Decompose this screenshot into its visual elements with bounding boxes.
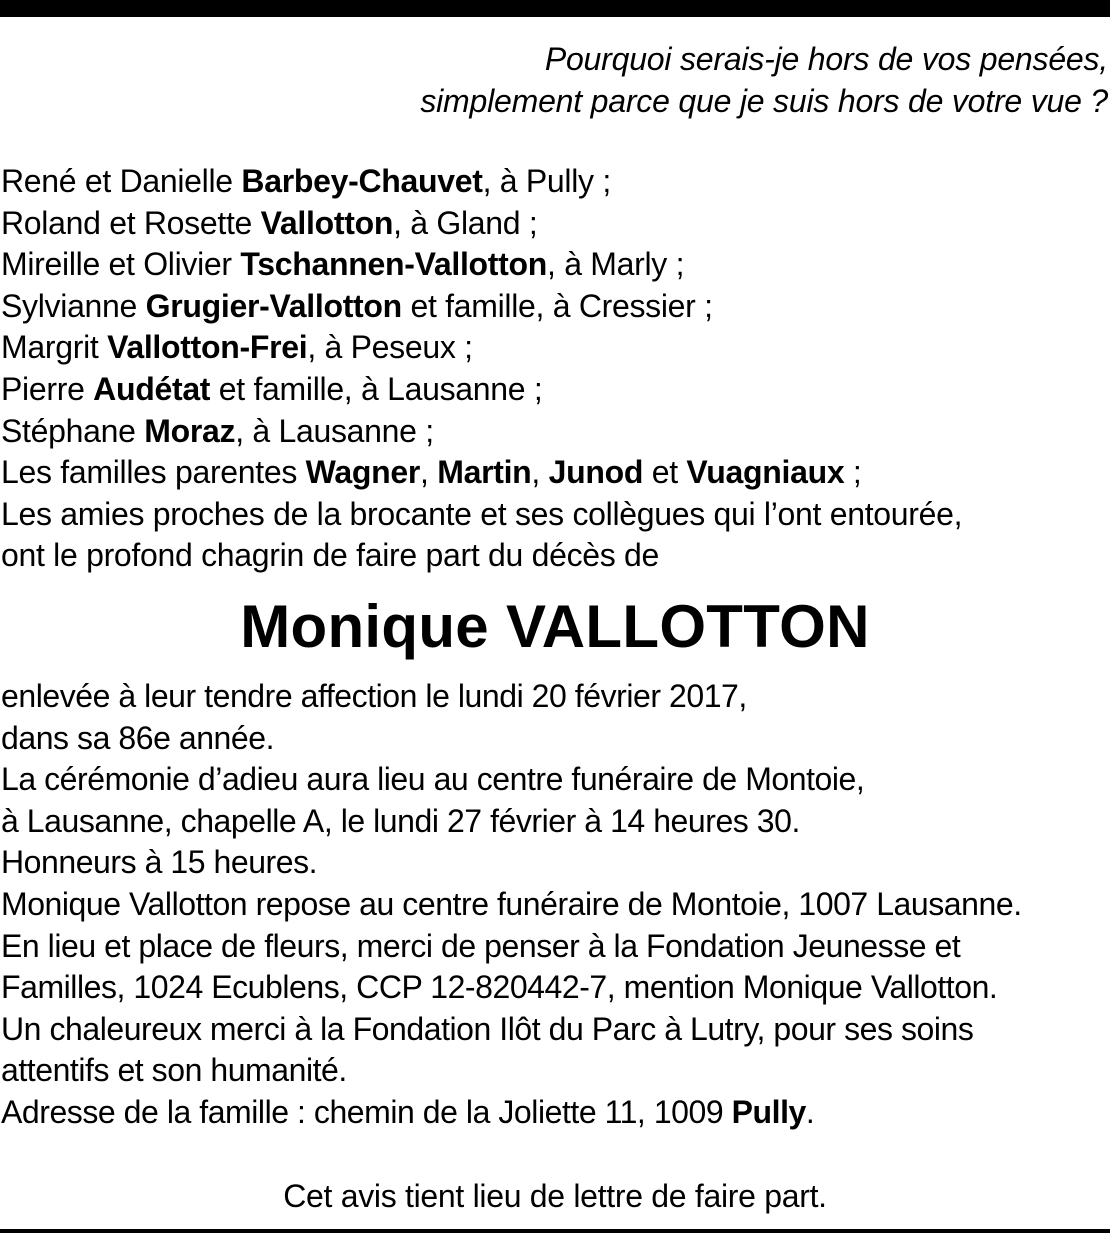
family-line — [1, 411, 962, 453]
quote-line: simplement parce que je suis hors de votre vue ? — [420, 83, 1108, 119]
family-surname: Vuagniaux — [686, 454, 845, 491]
family-line — [1, 203, 962, 245]
text-segment: Les amies proches de la brocante et ses collègues qui l’ont entourée, — [1, 495, 963, 532]
text-segment: ont le profond chagrin de faire part du décès de — [1, 537, 660, 574]
family-surname: Moraz — [144, 412, 236, 449]
family-list — [1, 161, 962, 577]
family-surname: Wagner — [305, 454, 421, 491]
deceased-name: Monique VALLOTTON — [240, 593, 870, 660]
family-line — [1, 535, 962, 577]
epigraph-quote — [420, 38, 1108, 122]
closing-note: Cet avis tient lieu de lettre de faire part. — [283, 1178, 827, 1214]
family-surname: Vallotton — [260, 204, 394, 241]
text-segment: , à Lausanne ; — [235, 412, 434, 449]
family-line — [1, 327, 962, 369]
text-segment: Pierre — [1, 370, 94, 407]
text-segment: René et Danielle — [1, 163, 242, 199]
family-line — [1, 369, 962, 411]
text-segment: Stéphane — [1, 412, 145, 449]
detail-line: Honneurs à 15 heures. — [1, 844, 318, 881]
family-line — [1, 244, 962, 286]
detail-line: attentifs et son humanité. — [1, 1052, 347, 1089]
address-town: Pully — [731, 1093, 806, 1130]
text-segment: Roland et Rosette — [1, 204, 261, 241]
announcement-details — [1, 676, 1022, 1134]
text-segment: , à Gland ; — [393, 204, 538, 241]
text-segment: ; — [844, 454, 862, 491]
family-line — [1, 452, 962, 494]
family-surname: Tschannen-Vallotton — [240, 246, 548, 283]
family-address-line — [1, 1092, 1022, 1134]
detail-line: En lieu et place de fleurs, merci de penser à la Fondation Jeunesse et — [1, 927, 961, 964]
text-segment: , à Marly ; — [547, 246, 685, 283]
text-segment: Mireille et Olivier — [1, 246, 241, 283]
family-line — [1, 494, 962, 536]
text-segment: , à Peseux ; — [307, 329, 473, 366]
family-surname: Grugier-Vallotton — [145, 287, 402, 324]
family-surname: Barbey-Chauvet — [241, 163, 483, 199]
bottom-rule — [0, 1229, 1110, 1233]
detail-line: Familles, 1024 Ecublens, CCP 12-820442-7, mention Monique Vallotton. — [1, 969, 998, 1006]
detail-line: enlevée à leur tendre affection le lundi 20 février 2017, — [1, 678, 747, 714]
text-segment: , — [531, 454, 549, 491]
text-segment: Margrit — [1, 329, 108, 366]
text-segment: , — [420, 454, 438, 491]
family-surname: Vallotton-Frei — [107, 329, 308, 366]
detail-line: dans sa 86e année. — [1, 719, 275, 756]
text-segment: , à Pully ; — [482, 163, 611, 199]
family-surname: Audétat — [93, 370, 211, 407]
text-segment: Sylvianne — [1, 287, 146, 324]
family-surname: Martin — [437, 454, 532, 491]
text-segment: et famille, à Lausanne ; — [210, 370, 543, 407]
quote-line: Pourquoi serais-je hors de vos pensées, — [544, 41, 1108, 77]
text-segment: et — [643, 454, 687, 491]
family-surname: Junod — [548, 454, 644, 491]
detail-line: à Lausanne, chapelle A, le lundi 27 février à 14 heures 30. — [1, 802, 800, 839]
top-rule — [0, 0, 1110, 17]
detail-line: Un chaleureux merci à la Fondation Ilôt du Parc à Lutry, pour ses soins — [1, 1010, 974, 1047]
text-segment: et famille, à Cressier ; — [401, 287, 713, 324]
text-segment: . — [805, 1093, 815, 1130]
detail-line: La cérémonie d’adieu aura lieu au centre funéraire de Montoie, — [1, 761, 865, 798]
family-line — [1, 161, 962, 203]
detail-line: Monique Vallotton repose au centre funéraire de Montoie, 1007 Lausanne. — [1, 885, 1022, 922]
text-segment: Les familles parentes — [1, 454, 306, 491]
family-line — [1, 286, 962, 328]
text-segment: Adresse de la famille : chemin de la Joliette 11, 1009 — [1, 1093, 732, 1130]
